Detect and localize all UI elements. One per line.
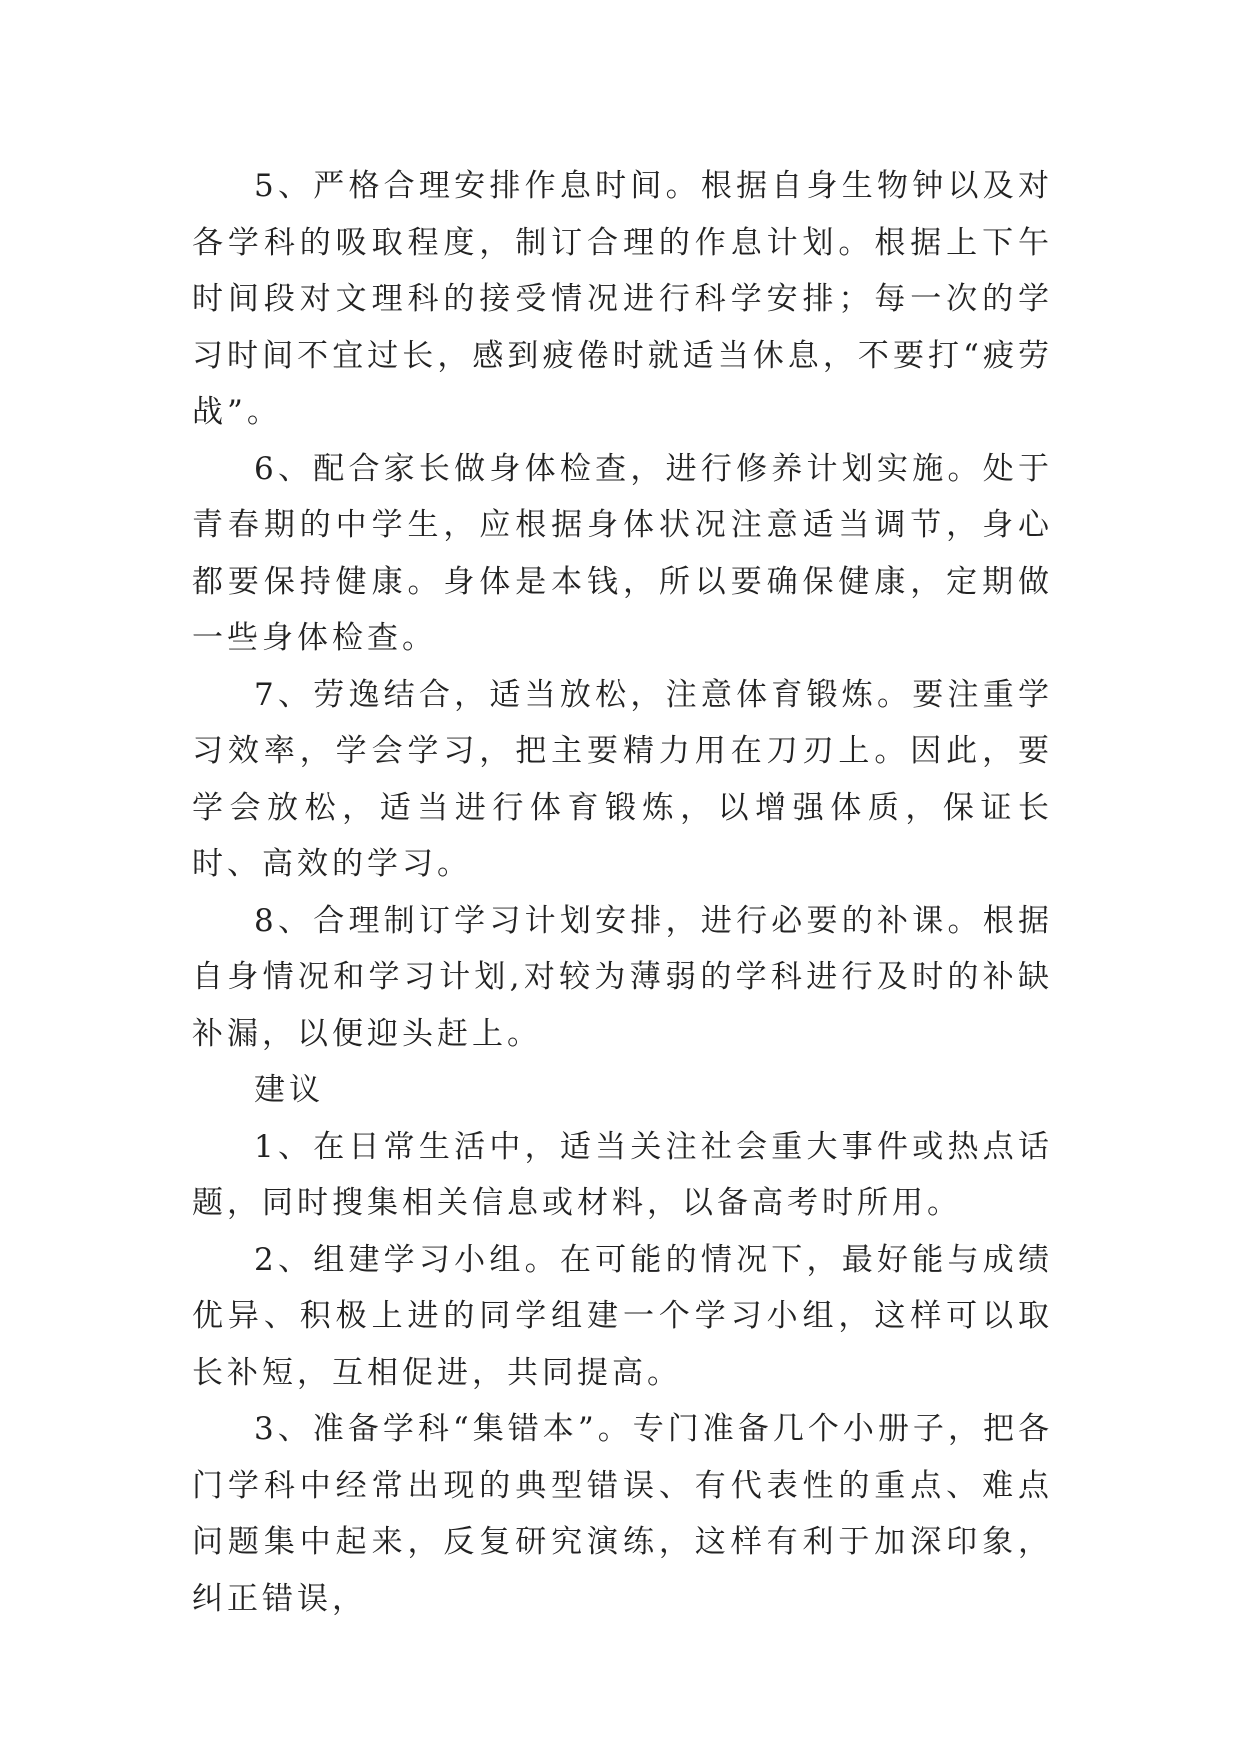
section-heading: 建议 <box>254 1072 324 1108</box>
suggestion-item-1: 1、在日常生活中，适当关注社会重大事件或热点话题，同时搜集相关信息或材料，以备高考时所用。 <box>192 1128 1053 1221</box>
paragraph-item-5: 5、严格合理安排作息时间。根据自身生物钟以及对各学科的吸取程度，制订合理的作息计划。根据上下午时间段对文理科的接受情况进行科学安排；每一次的学习时间不宜过长，感到疲倦时就适当休息，不要打“疲劳战”。 <box>192 168 1053 430</box>
suggestion-item-2: 2、组建学习小组。在可能的情况下，最好能与成绩优异、积极上进的同学组建一个学习小组，这样可以取长补短，互相促进，共同提高。 <box>192 1241 1053 1391</box>
paragraph-item-7: 7、劳逸结合，适当放松，注意体育锻炼。要注重学习效率，学会学习，把主要精力用在刀刃上。因此，要学会放松，适当进行体育锻炼，以增强体质，保证长时、高效的学习。 <box>192 676 1053 882</box>
paragraph-item-8: 8、合理制订学习计划安排，进行必要的补课。根据自身情况和学习计划,对较为薄弱的学科进行及时的补缺补漏，以便迎头赶上。 <box>192 902 1053 1052</box>
document-body <box>192 158 1053 1627</box>
paragraph-item-6: 6、配合家长做身体检查，进行修养计划实施。处于青春期的中学生，应根据身体状况注意适当调节，身心都要保持健康。身体是本钱，所以要确保健康，定期做一些身体检查。 <box>192 450 1053 656</box>
suggestion-item-3: 3、准备学科“集错本”。专门准备几个小册子，把各门学科中经常出现的典型错误、有代表性的重点、难点问题集中起来，反复研究演练，这样有利于加深印象，纠正错误， <box>192 1411 1053 1617</box>
